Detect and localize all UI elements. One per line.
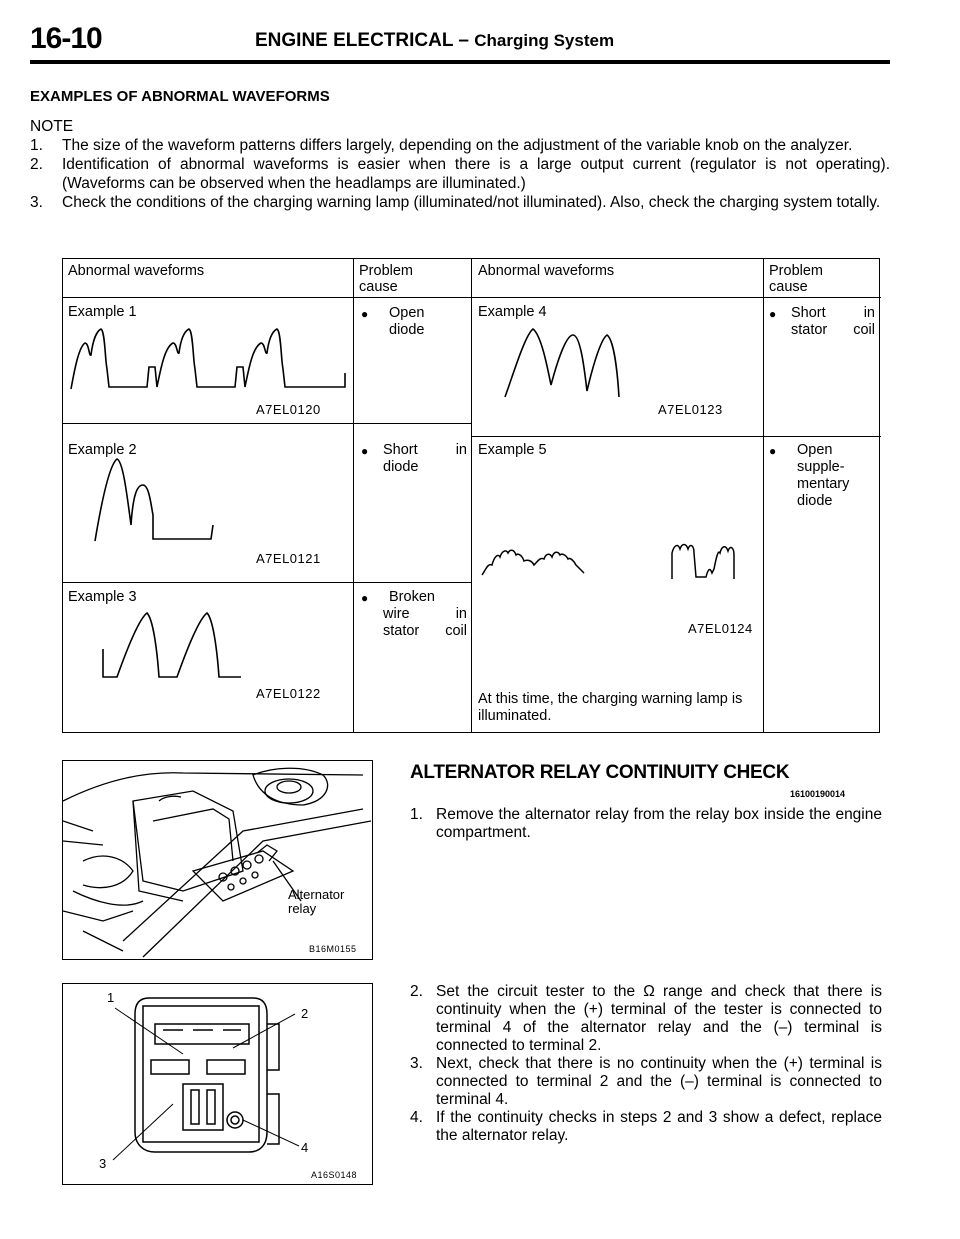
header-cause-line: cause xyxy=(359,279,398,295)
figure-label-line: relay xyxy=(288,901,317,916)
relay-step xyxy=(410,1109,882,1145)
example-2-waveform xyxy=(93,455,293,543)
header-abnormal-waveforms-left: Abnormal waveforms xyxy=(68,263,205,279)
cause-text xyxy=(383,442,467,476)
header-cause-line: Problem xyxy=(769,263,823,279)
step-text: Next, check that there is no continuity when the (+) terminal is connected to terminal 2 and the (–) terminal is connected to terminal 4. xyxy=(436,1055,882,1108)
terminal-1-label: 1 xyxy=(107,990,115,1005)
cause-line: stator coil xyxy=(791,322,875,338)
example-4-label: Example 4 xyxy=(478,304,547,320)
engine-bay-illustration xyxy=(63,761,371,958)
step-number: 1. xyxy=(410,806,423,823)
header-title xyxy=(255,30,614,52)
example-1-code: A7EL0120 xyxy=(256,402,321,417)
relay-check-title: ALTERNATOR RELAY CONTINUITY CHECK xyxy=(410,762,790,783)
relay-step-list-1 xyxy=(410,806,882,842)
header-subtitle: Charging System xyxy=(474,31,615,50)
example-5-label: Example 5 xyxy=(478,442,547,458)
alternator-relay-label xyxy=(288,888,344,916)
bullet-icon: ● xyxy=(769,307,777,321)
header-title-main: ENGINE ELECTRICAL – xyxy=(255,30,469,51)
table-divider xyxy=(763,259,764,732)
example-4-code: A7EL0123 xyxy=(658,402,723,417)
note-item xyxy=(30,193,890,212)
table-row-rule xyxy=(63,582,471,583)
cause-line: Open xyxy=(389,305,425,321)
relay-terminal-illustration xyxy=(63,984,371,1183)
bullet-icon: ● xyxy=(361,444,369,458)
cause-line: Short in xyxy=(383,442,467,458)
note-item xyxy=(30,155,890,193)
example-3-waveform xyxy=(99,609,299,681)
example-5-cause xyxy=(769,442,875,510)
step-number: 4. xyxy=(410,1109,423,1126)
note-number: 2. xyxy=(30,156,43,173)
cause-text xyxy=(383,589,467,640)
cause-text xyxy=(791,305,875,339)
terminal-4-label: 4 xyxy=(301,1140,309,1155)
step-number: 3. xyxy=(410,1055,423,1072)
cause-line: diode xyxy=(797,493,833,509)
cause-line: diode xyxy=(383,459,419,475)
cause-line: Open xyxy=(797,442,833,458)
note-text: The size of the waveform patterns differs largely, depending on the adjustment of the variable knob on the analyzer. xyxy=(62,137,853,154)
step-text: If the continuity checks in steps 2 and 3 show a defect, replace the alternator relay. xyxy=(436,1109,882,1144)
cause-line: wire in xyxy=(383,606,467,622)
table-row-rule xyxy=(63,423,471,424)
bullet-icon: ● xyxy=(361,591,369,605)
note-list xyxy=(30,136,890,212)
terminal-2-label: 2 xyxy=(301,1006,309,1021)
section-title: EXAMPLES OF ABNORMAL WAVEFORMS xyxy=(30,88,330,105)
example-3-cause xyxy=(361,589,467,640)
example-3-label: Example 3 xyxy=(68,589,137,605)
engine-bay-figure xyxy=(62,760,373,960)
example-2-cause xyxy=(361,442,467,476)
note-label: NOTE xyxy=(30,118,74,135)
relay-step xyxy=(410,806,882,842)
cause-line: stator coil xyxy=(383,623,467,639)
header-problem-cause-left xyxy=(359,263,413,295)
step-text: Remove the alternator relay from the relay box inside the engine compartment. xyxy=(436,806,882,841)
table-divider xyxy=(353,259,354,732)
example-2-label: Example 2 xyxy=(68,442,137,458)
step-text: Set the circuit tester to the Ω range and check that there is continuity when the (+) terminal of the tester is connected to terminal 4 of the alternator relay and the (–) terminal is connected to terminal 2. xyxy=(436,983,882,1054)
example-1-label: Example 1 xyxy=(68,304,137,320)
cause-line: mentary xyxy=(797,476,850,492)
header-abnormal-waveforms-right: Abnormal waveforms xyxy=(478,263,615,279)
example-5-code: A7EL0124 xyxy=(688,621,753,636)
header-problem-cause-right xyxy=(769,263,823,295)
cause-line: supple- xyxy=(797,459,845,475)
example-4-cause xyxy=(769,305,875,339)
relay-terminal-code: A16S0148 xyxy=(311,1170,358,1180)
note-item xyxy=(30,136,890,155)
cause-line: Broken xyxy=(389,589,435,605)
page-number: 16-10 xyxy=(30,22,102,55)
note-text: Check the conditions of the charging warning lamp (illuminated/not illuminated). Also, check the charging system totally. xyxy=(62,194,881,211)
engine-bay-code: B16M0155 xyxy=(309,944,357,954)
example-1-waveform xyxy=(69,327,349,391)
table-header-rule xyxy=(63,297,881,298)
cause-text xyxy=(383,305,467,339)
bullet-icon: ● xyxy=(769,444,777,458)
header-rule xyxy=(30,60,890,64)
figure-label-line: Alternator xyxy=(288,887,345,902)
example-5-waveform xyxy=(478,539,758,589)
table-divider xyxy=(471,259,472,732)
note-text: Identification of abnormal waveforms is easier when there is a large output current (regulator is not operating). (Waveforms can be observed when the headlamps are illuminated.) xyxy=(62,156,890,192)
note-number: 3. xyxy=(30,194,43,211)
note-number: 1. xyxy=(30,137,43,154)
cause-text xyxy=(791,442,875,510)
relay-step-list-2 xyxy=(410,983,882,1145)
cause-line: diode xyxy=(389,322,425,338)
example-1-cause xyxy=(361,305,467,339)
relay-terminal-figure xyxy=(62,983,373,1185)
example-5-note: At this time, the charging warning lamp is illuminated. xyxy=(478,691,743,724)
bullet-icon: ● xyxy=(361,307,369,321)
waveform-table xyxy=(62,258,880,733)
example-2-code: A7EL0121 xyxy=(256,551,321,566)
example-4-waveform xyxy=(503,325,703,399)
header-cause-line: Problem xyxy=(359,263,413,279)
relay-check-code: 16100190014 xyxy=(790,789,846,799)
step-number: 2. xyxy=(410,983,423,1000)
cause-line: Short in xyxy=(791,305,875,321)
relay-step xyxy=(410,983,882,1055)
terminal-3-label: 3 xyxy=(99,1156,107,1171)
example-3-code: A7EL0122 xyxy=(256,686,321,701)
header-cause-line: cause xyxy=(769,279,808,295)
relay-step xyxy=(410,1055,882,1109)
table-row-rule xyxy=(471,436,881,437)
